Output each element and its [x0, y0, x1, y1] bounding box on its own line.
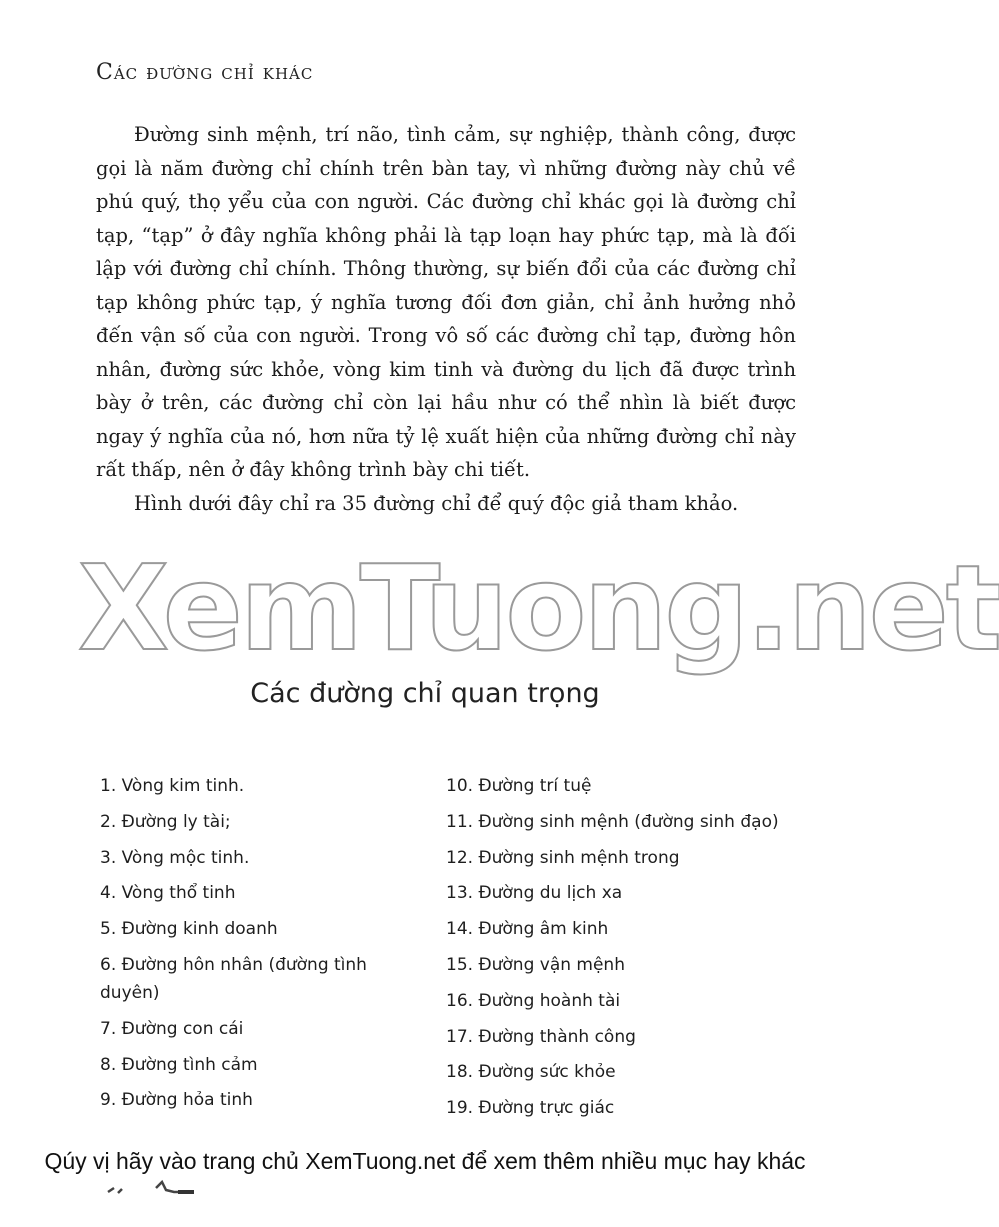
list-item: 13. Đường du lịch xa [446, 883, 623, 904]
figure-title: Các đường chỉ quan trọng [250, 678, 600, 709]
line-list-left [100, 772, 380, 1122]
list-item: 6. Đường hôn nhân (đường tình duyên) [100, 954, 367, 1003]
footer-note: Qúy vị hãy vào trang chủ XemTuong.net để xem thêm nhiều mục hay khác [44, 1148, 806, 1174]
list-item: 16. Đường hoành tài [446, 990, 621, 1011]
list-item: 10. Đường trí tuệ [446, 776, 592, 796]
paragraph-main: Đường sinh mệnh, trí não, tình cảm, sự nghiệp, thành công, được gọi là năm đường chỉ chính trên bàn tay, vì những đường này chủ về phú quý, thọ yểu của con người. Các đường chỉ khác gọi là đường chỉ tạp, “tạp” ở đây nghĩa không phải là tạp loạn hay phức tạp, mà là đối lập với đường chỉ chính. Thông thường, sự biến đổi của các đường chỉ tạp không phức tạp, ý nghĩa tương đối đơn giản, chỉ ảnh hưởng nhỏ đến vận số của con người. Trong vô số các đường chỉ tạp, đường hôn nhân, đường sức khỏe, vòng kim tinh và đường du lịch đã được trình bày ở trên, các đường chỉ còn lại hầu như có thể nhìn là biết được ngay ý nghĩa của nó, hơn nữa tỷ lệ xuất hiện của những đường chỉ này rất thấp, nên ở đây không trình bày chi tiết. [96, 123, 796, 481]
list-item: 8. Đường tình cảm [100, 1054, 258, 1075]
list-item: 14. Đường âm kinh [446, 919, 609, 940]
section-heading: Các đường chỉ khác [96, 60, 314, 85]
list-item: 4. Vòng thổ tinh [100, 883, 236, 904]
body-text [96, 118, 796, 520]
list-item: 9. Đường hỏa tinh [100, 1090, 253, 1111]
list-item: 15. Đường vận mệnh [446, 954, 625, 975]
list-item: 2. Đường ly tài; [100, 811, 231, 832]
line-list-right [446, 772, 836, 1130]
list-item: 11. Đường sinh mệnh (đường sinh đạo) [446, 811, 779, 832]
paragraph-intro-figure: Hình dưới đây chỉ ra 35 đường chỉ để quý độc giả tham khảo. [134, 491, 739, 515]
list-item: 3. Vòng mộc tinh. [100, 847, 250, 868]
list-item: 5. Đường kinh doanh [100, 919, 278, 940]
scribble-mark [104, 1176, 204, 1200]
list-item: 1. Vòng kim tinh. [100, 776, 245, 796]
list-item: 12. Đường sinh mệnh trong [446, 847, 680, 868]
list-item: 7. Đường con cái [100, 1018, 244, 1039]
list-item: 19. Đường trực giác [446, 1098, 615, 1119]
watermark: XemTuong.net [78, 539, 999, 677]
list-item: 18. Đường sức khỏe [446, 1062, 616, 1083]
list-item: 17. Đường thành công [446, 1026, 636, 1047]
